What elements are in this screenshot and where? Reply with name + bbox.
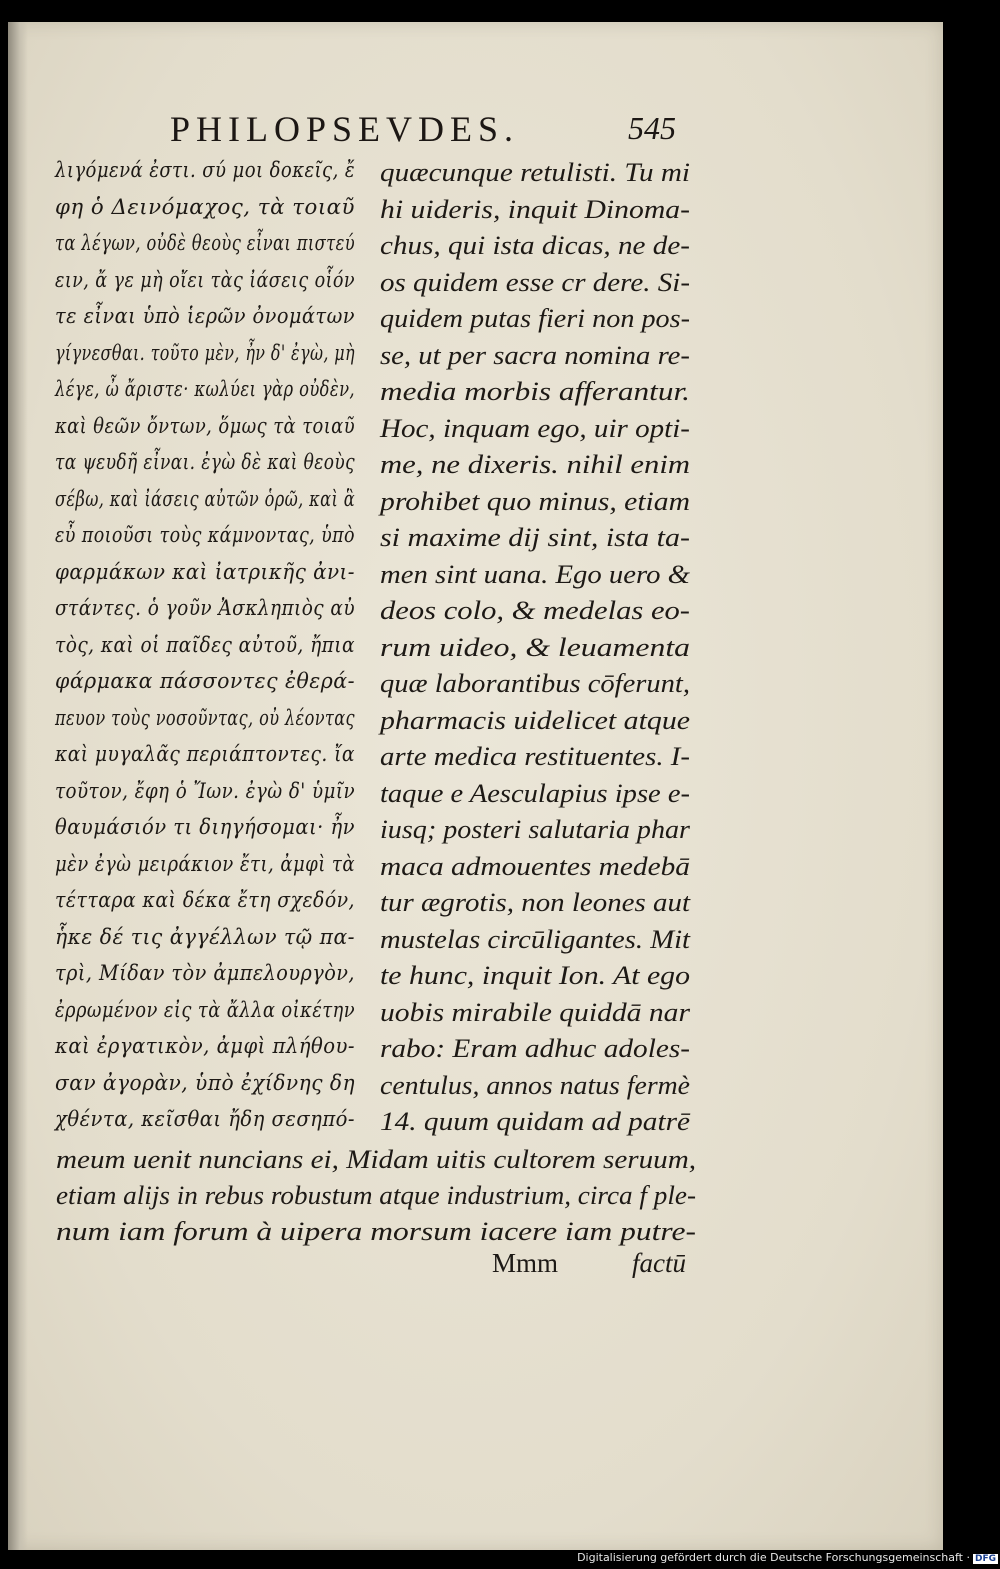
greek-text-line: ἧκε δέ τις ἀγγέλλων τῷ πα- [55, 924, 355, 949]
greek-text-line: τέτταρα καὶ δέκα ἔτη σχεδόν, [55, 888, 355, 912]
greek-text-line: τοῦτον, ἔφη ὁ Ἴων. ἐγὼ δ' ὑμῖν [55, 778, 355, 803]
greek-text-line: τὸς, καὶ οἱ παῖδες αὐτοῦ, ἤπια [55, 632, 355, 657]
greek-text-line: καὶ ἐργατικὸν, ἀμφὶ πλήθου- [55, 1034, 355, 1058]
latin-text-line: centulus, annos natus fermè [380, 1070, 690, 1100]
greek-text-line: λιγόμενά ἐστι. σύ μοι δοκεῖς, ἔ [55, 158, 355, 182]
greek-text-line: τα λέγων, οὐδὲ θεοὺς εἶναι πιστεύ [55, 231, 355, 255]
latin-text-line: quæ laborantibus cōferunt, [380, 669, 690, 698]
latin-text-line: chus, qui ista dicas, ne de- [380, 231, 690, 260]
latin-text-line: os quidem esse cr dere. Si- [380, 267, 690, 297]
greek-text-line: πευον τοὺς νοσοῦντας, οὐ λέοντας [55, 705, 355, 730]
greek-text-line: θαυμάσιόν τι διηγήσομαι· ἦν [55, 815, 355, 839]
greek-text-line: ἐρρωμένον εἰς τὰ ἄλλα οἰκέτην [55, 997, 355, 1022]
latin-text-line: taque e Aesculapius ipse e- [380, 778, 690, 808]
latin-text-line: deos colo, & medelas eo- [380, 596, 690, 625]
greek-text-line: σέβω, καὶ ἰάσεις αὐτῶν ὁρῶ, καὶ ἃ [55, 486, 355, 511]
latin-text-line: se, ut per sacra nomina re- [380, 340, 690, 370]
latin-text-line: rum uideo, & leuamenta [380, 632, 690, 662]
latin-text-line: uobis mirabile quiddā nar [380, 997, 690, 1027]
latin-text-line: arte medica restituentes. I- [380, 742, 690, 771]
latin-text-line: prohibet quo minus, etiam [380, 486, 690, 516]
greek-text-line: φη ὁ Δεινόμαχος, τὰ τοιαῦ [55, 194, 355, 219]
greek-text-line: γίγνεσθαι. τοῦτο μὲν, ἦν δ' ἐγὼ, μὴ [55, 340, 355, 365]
latin-text-line: iusq; posteri salutaria phar [380, 815, 690, 844]
latin-full-text-line: meum uenit nuncians ei, Midam uitis cultorem seruum, [56, 1145, 696, 1174]
latin-text-line: mustelas circūligantes. Mit [380, 924, 690, 954]
greek-text-line: σαν ἀγορὰν, ὑπὸ ἐχίδνης δη [55, 1070, 355, 1095]
greek-text-line: καὶ θεῶν ὄντων, ὅμως τὰ τοιαῦ [55, 413, 355, 438]
latin-text-line: men sint uana. Ego uero & [380, 559, 690, 589]
catchword: factū [632, 1248, 686, 1278]
greek-text-line: τρὶ, Μίδαν τὸν ἀμπελουργὸν, [55, 961, 355, 985]
credit-text: Digitalisierung gefördert durch die Deutsche Forschungsgemeinschaft · [577, 1551, 970, 1564]
latin-text-line: hi uideris, inquit Dinoma- [380, 194, 690, 224]
latin-full-text-line: etiam alijs in rebus robustum atque industrium, circa f ple- [56, 1181, 697, 1210]
latin-text-line: 14. quum quidam ad patrē [380, 1107, 690, 1136]
latin-text-line: quidem putas fieri non pos- [380, 304, 690, 333]
latin-text-line: tur ægrotis, non leones aut [380, 888, 690, 917]
latin-text-line: media morbis afferantur. [380, 377, 690, 406]
running-title: PHILOPSEVDES. [170, 109, 520, 149]
signature-mark: Mmm [492, 1248, 559, 1278]
digitization-credit [577, 1551, 998, 1564]
latin-text-line: pharmacis uidelicet atque [380, 705, 690, 735]
greek-text-line: μὲν ἐγὼ μειράκιον ἔτι, ἀμφὶ τὰ [55, 851, 355, 876]
latin-text-line: quæcunque retulisti. Tu mi [380, 158, 690, 187]
greek-text-line: φάρμακα πάσσοντες ἐθερά- [55, 669, 355, 693]
latin-full-text-line: num iam forum à uipera morsum iacere iam putre- [56, 1217, 696, 1246]
greek-text-line: στάντες. ὁ γοῦν Ἀσκληπιὸς αὐ [55, 596, 355, 620]
latin-text-line: Hoc, inquam ego, uir opti- [380, 413, 690, 443]
latin-text-line: te hunc, inquit Ion. At ego [380, 961, 690, 990]
latin-text-line: maca admouentes medebā [380, 851, 690, 881]
greek-text-line: ειν, ἄ γε μὴ οἴει τὰς ἰάσεις οἷόν [55, 267, 355, 292]
page-number: 545 [628, 110, 676, 146]
latin-text-line: me, ne dixeris. nihil enim [380, 450, 690, 479]
greek-text-line: φαρμάκων καὶ ἰατρικῆς ἀνι- [55, 559, 355, 584]
page-gutter-shadow [8, 22, 28, 1550]
greek-text-line: εὖ ποιοῦσι τοὺς κάμνοντας, ὑπὸ [55, 523, 355, 547]
greek-text-line: τε εἶναι ὑπὸ ἱερῶν ὀνομάτων [55, 304, 355, 328]
dfg-logo: DFG [974, 1554, 996, 1564]
latin-text-line: rabo: Eram adhuc adoles- [380, 1034, 690, 1063]
greek-text-line: καὶ μυγαλᾶς περιάπτοντες. ἴα [55, 742, 355, 766]
greek-text-line: τα ψευδῆ εἶναι. ἐγὼ δὲ καὶ θεοὺς [55, 450, 355, 474]
greek-text-line: χθέντα, κεῖσθαι ἤδη σεσηπό- [55, 1107, 355, 1131]
latin-text-line: si maxime dij sint, ista ta- [380, 523, 690, 552]
greek-text-line: λέγε, ὦ ἄριστε· κωλύει γὰρ οὐδὲν, [55, 377, 355, 401]
